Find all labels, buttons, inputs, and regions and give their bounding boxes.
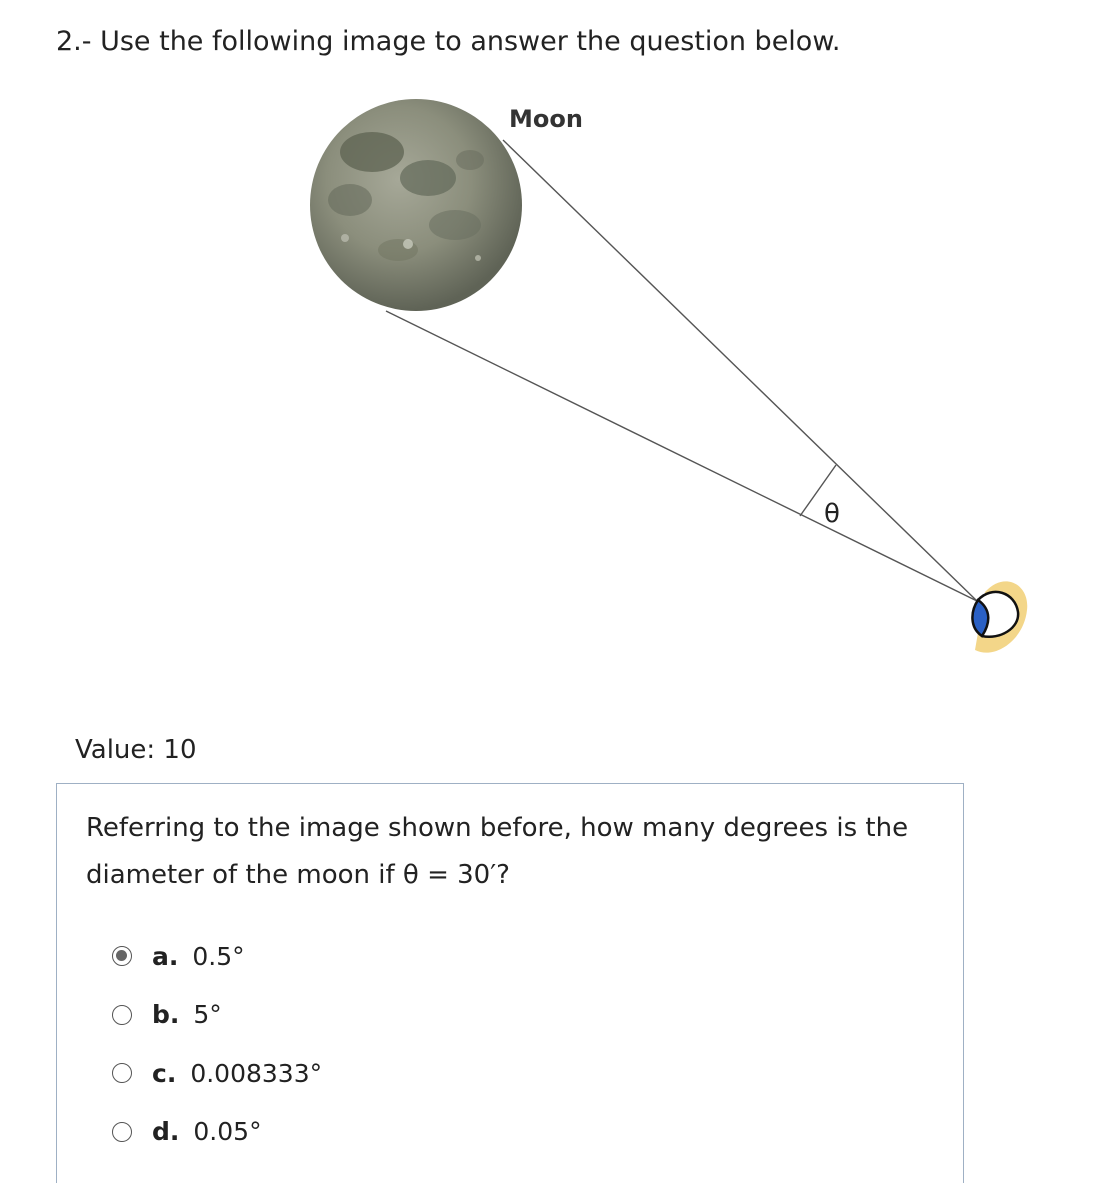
question-prompt: Referring to the image shown before, how many degrees is the diameter of the moon if θ = 30′?	[86, 813, 909, 890]
moon-label: Moon	[509, 105, 583, 133]
option-d[interactable]	[112, 1103, 322, 1162]
option-letter: b.	[152, 1000, 180, 1030]
eye-icon	[972, 581, 1027, 652]
radio-button[interactable]	[112, 1063, 132, 1083]
option-a[interactable]	[112, 927, 322, 986]
option-text: 0.5°	[192, 941, 245, 971]
answer-options	[112, 927, 322, 1161]
option-b[interactable]	[112, 986, 322, 1045]
radio-button-selected[interactable]	[112, 946, 132, 966]
angle-label: θ	[824, 499, 840, 529]
option-letter: d.	[152, 1117, 180, 1147]
radio-button[interactable]	[112, 1005, 132, 1025]
value-label: Value: 10	[75, 735, 197, 765]
moon-image	[310, 99, 522, 311]
question-header: 2.- Use the following image to answer the question below.	[56, 26, 841, 57]
option-text: 5°	[193, 1000, 222, 1030]
sight-line-bottom	[386, 311, 977, 601]
question-box	[56, 783, 964, 1183]
option-c[interactable]	[112, 1044, 322, 1103]
option-text: 0.008333°	[190, 1058, 323, 1088]
sight-line-top	[503, 140, 977, 601]
option-letter: a.	[152, 941, 179, 971]
radio-button[interactable]	[112, 1122, 132, 1142]
option-letter: c.	[152, 1058, 177, 1088]
option-text: 0.05°	[193, 1117, 262, 1147]
